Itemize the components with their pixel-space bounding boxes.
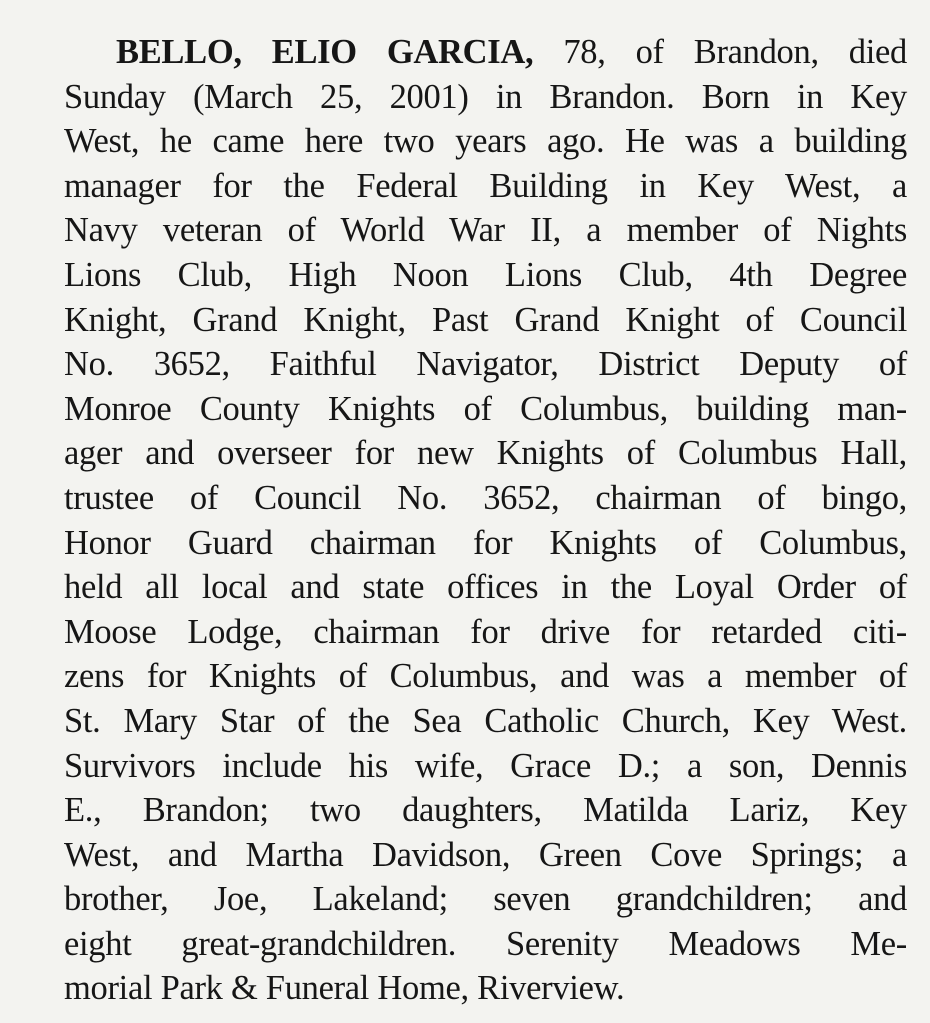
- obituary-line: eight great-grandchildren. Serenity Meadows Me-: [64, 924, 907, 963]
- obituary-line: Sunday (March 25, 2001) in Brandon. Born in Key: [64, 77, 907, 116]
- obituary-line: held all local and state offices in the Loyal Order of: [64, 568, 907, 607]
- obituary-line: Lions Club, High Noon Lions Club, 4th Degree: [64, 255, 907, 294]
- obituary-column: [64, 30, 907, 1011]
- obituary-line: St. Mary Star of the Sea Catholic Church, Key West.: [64, 701, 907, 740]
- obituary-line: zens for Knights of Columbus, and was a member of: [64, 657, 907, 696]
- obituary-line: Honor Guard chairman for Knights of Columbus,: [64, 523, 907, 562]
- obituary-line: West, and Martha Davidson, Green Cove Springs; a: [64, 835, 907, 874]
- obituary-line: Knight, Grand Knight, Past Grand Knight of Council: [64, 300, 907, 339]
- obituary-line-text: 78, of Brandon, died: [533, 33, 907, 71]
- obituary-line: ager and overseer for new Knights of Columbus Hall,: [64, 434, 907, 473]
- obituary-line: trustee of Council No. 3652, chairman of bingo,: [64, 478, 907, 517]
- obituary-line: morial Park & Funeral Home, Riverview.: [64, 969, 625, 1008]
- obituary-line: Survivors include his wife, Grace D.; a son, Dennis: [64, 746, 907, 785]
- obituary-line: Navy veteran of World War II, a member of Nights: [64, 211, 907, 250]
- obituary-lead-name: BELLO, ELIO GARCIA,: [116, 33, 534, 71]
- obituary-line: No. 3652, Faithful Navigator, District Deputy of: [64, 345, 907, 384]
- obituary-line: E., Brandon; two daughters, Matilda Lariz, Key: [64, 791, 907, 830]
- obituary-line: West, he came here two years ago. He was a building: [64, 122, 907, 161]
- obituary-line: brother, Joe, Lakeland; seven grandchildren; and: [64, 880, 907, 919]
- obituary-line: manager for the Federal Building in Key West, a: [64, 166, 907, 205]
- obituary-line: [64, 30, 907, 75]
- obituary-line: Moose Lodge, chairman for drive for retarded citi-: [64, 612, 907, 651]
- obituary-line: Monroe County Knights of Columbus, building man-: [64, 389, 907, 428]
